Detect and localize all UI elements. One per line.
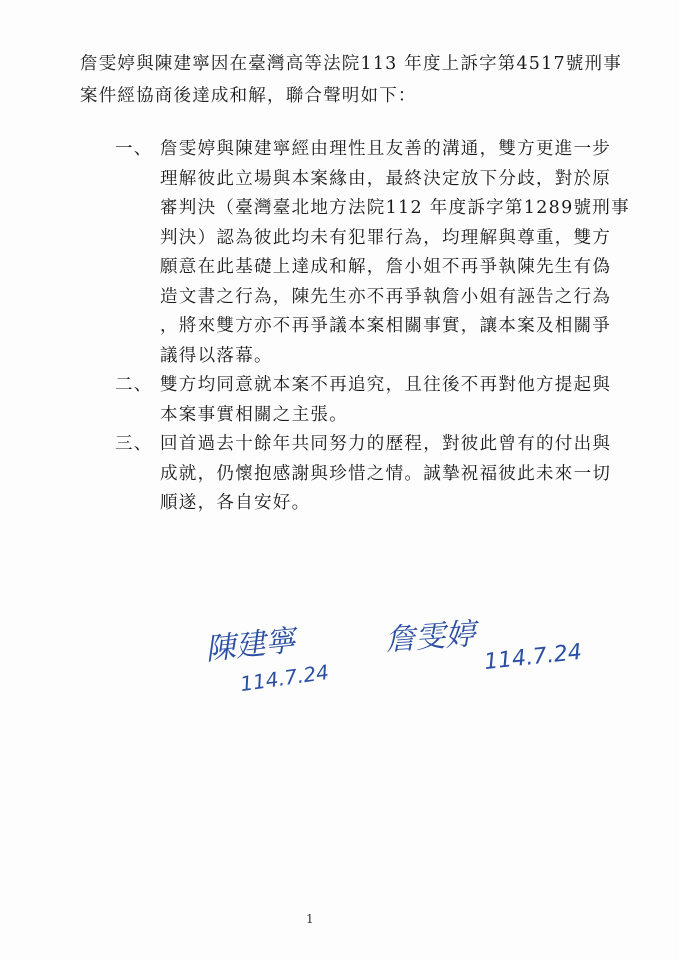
clause-line: 本案事實相關之主張。 — [160, 404, 348, 425]
intro-paragraph — [80, 48, 620, 112]
clause-number: 一、 — [115, 139, 153, 159]
clause-line: 議得以落幕。 — [160, 345, 273, 366]
clause-2 — [115, 371, 635, 430]
clause-list — [115, 135, 635, 519]
signature-jan: 詹雯婷 — [384, 616, 477, 659]
clause-line: ，將來雙方亦不再爭議本案相關事實，讓本案及相關爭 — [160, 316, 612, 336]
signature-date-jan: 114.7.24 — [482, 639, 584, 676]
signature-date-chen: 114.7.24 — [238, 659, 331, 697]
clause-number: 二、 — [115, 375, 153, 395]
clause-line: 造文書之行為，陳先生亦不再爭執詹小姐有誣告之行為 — [160, 286, 612, 307]
clause-line: 判決）認為彼此均未有犯罪行為，均理解與尊重，雙方 — [160, 227, 612, 248]
clause-line: 回首過去十餘年共同努力的歷程，對彼此曾有的付出與 — [160, 434, 612, 454]
clause-line: 審判決（臺灣臺北地方法院112 年度訴字第1289號刑事 — [160, 198, 630, 218]
clause-3 — [115, 430, 635, 519]
clause-line: 願意在此基礎上達成和解，詹小姐不再爭執陳先生有偽 — [160, 257, 612, 277]
clause-line: 詹雯婷與陳建寧經由理性且友善的溝通，雙方更進一步 — [160, 139, 612, 159]
clause-line: 雙方均同意就本案不再追究，且往後不再對他方提起與 — [160, 375, 612, 395]
intro-line: 案件經協商後達成和解，聯合聲明如下： — [80, 86, 417, 106]
signature-chen: 陳建寧 — [203, 623, 297, 668]
intro-line: 詹雯婷與陳建寧因在臺灣高等法院113 年度上訴字第4517號刑事 — [80, 54, 622, 74]
clause-line: 理解彼此立場與本案緣由，最終決定放下分歧，對於原 — [160, 168, 612, 189]
clause-line: 成就，仍懷抱感謝與珍惜之情。誠摯祝福彼此未來一切 — [160, 463, 612, 484]
page-number: 1 — [306, 912, 314, 926]
clause-1 — [115, 135, 635, 371]
clause-line: 順遂，各自安好。 — [160, 493, 311, 513]
clause-number: 三、 — [115, 434, 153, 454]
